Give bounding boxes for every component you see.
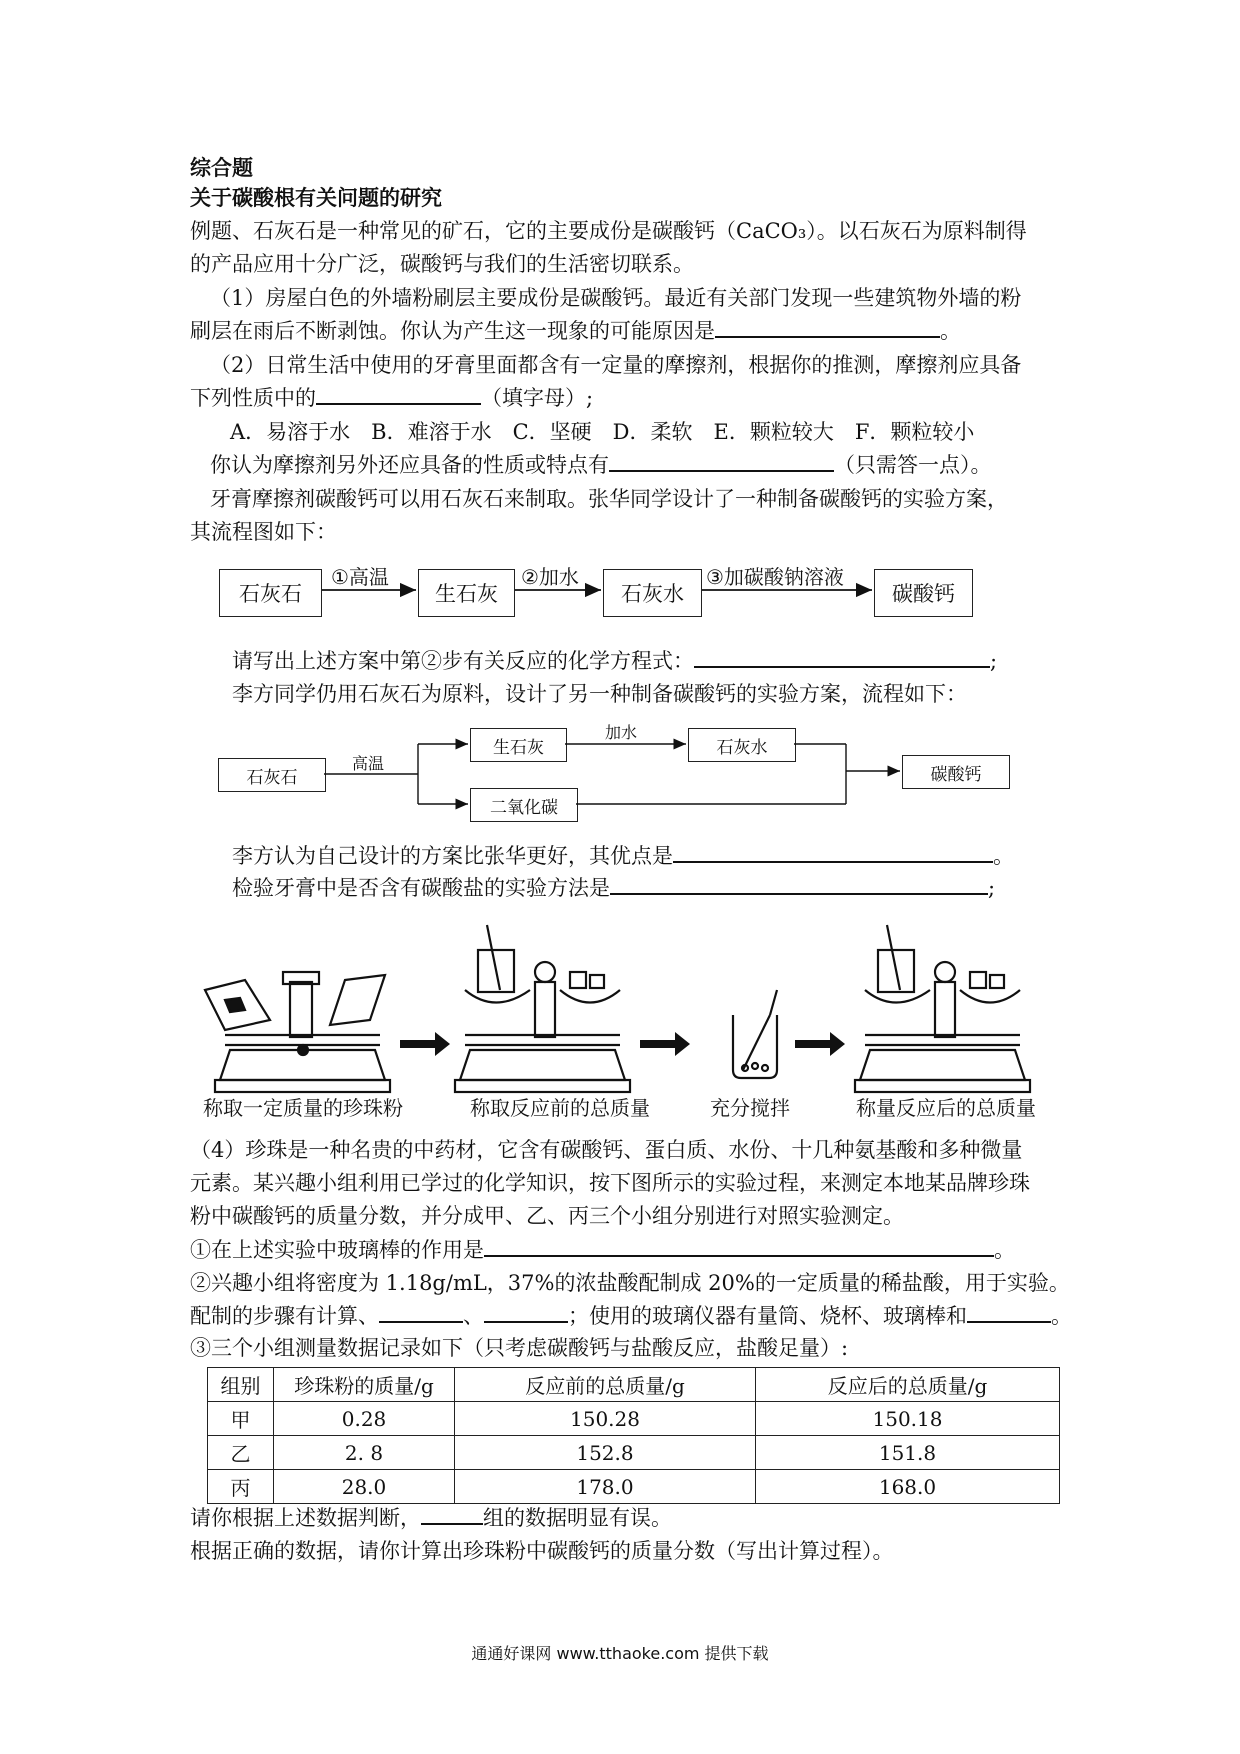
table-header: 反应后的总质量/g [756,1368,1060,1402]
answer-blank[interactable] [673,841,993,863]
answer-blank[interactable] [610,873,988,895]
table-cell: 28.0 [274,1470,455,1504]
arrow-3 [795,1032,845,1056]
table-cell: 168.0 [756,1470,1060,1504]
table-cell: 152.8 [455,1436,756,1470]
q1-line-1: （1）房屋白色的外墙粉刷层主要成份是碳酸钙。最近有关部门发现一些建筑物外墙的粉 [210,286,1022,310]
subheading: 关于碳酸根有关问题的研究 [190,186,442,210]
answer-blank[interactable] [484,1301,568,1323]
table-row [208,1436,1060,1470]
q4-s2a: ②兴趣小组将密度为 1.18g/mL，37%的浓盐酸配制成 20%的一定质量的稀盐酸，用于实验。 [190,1271,1070,1295]
table-cell: 150.28 [455,1402,756,1436]
q3-lifang: 李方同学仍用石灰石为原料，设计了另一种制备碳酸钙的实验方案，流程如下： [232,682,967,706]
balance-3 [855,925,1030,1092]
judge-text-1: 请你根据上述数据判断， [190,1506,421,1530]
table-cell: 2. 8 [274,1436,455,1470]
q2-end: （填字母）; [481,386,594,410]
flow1-step-1: ①高温 [331,565,389,589]
arrow-1 [400,1032,450,1056]
table-header: 珍珠粉的质量/g [274,1368,455,1402]
q4-s2b-text-1: 配制的步骤有计算、 [190,1304,379,1328]
balance-1 [205,972,390,1092]
flow1-arrows [0,0,1240,700]
flow1-box-calcium-carbonate: 碳酸钙 [874,569,973,617]
flow2-box-co2: 二氧化碳 [470,788,578,822]
footer: 通通好课网 www.tthaoke.com 提供下载 [471,1644,769,1663]
calc-line: 根据正确的数据，请你计算出珍珠粉中碳酸钙的质量分数（写出计算过程）。 [190,1539,894,1563]
table-cell: 乙 [208,1436,274,1470]
answer-blank[interactable] [421,1503,483,1525]
q1-text: 刷层在雨后不断剥蚀。你认为产生这一现象的可能原因是 [190,319,715,343]
flow1-step-3: ③加碳酸钠溶液 [706,565,844,589]
table-row [208,1402,1060,1436]
q3-test-end: ; [988,876,996,900]
table-cell: 178.0 [455,1470,756,1504]
q3-eq-end: ; [990,649,998,673]
table-cell: 151.8 [756,1436,1060,1470]
caption-1: 称取一定质量的珍珠粉 [203,1096,403,1120]
flow2-water-label: 加水 [605,723,638,742]
flow2-box-limewater: 石灰水 [688,728,796,762]
table-cell: 甲 [208,1402,274,1436]
data-table [207,1367,1060,1504]
prep-line-2: 其流程图如下： [190,520,337,544]
heading: 综合题 [190,156,253,180]
q3-test-text: 检验牙膏中是否含有碳酸盐的实验方法是 [232,876,610,900]
beaker-stirring [733,990,777,1078]
table-header: 组别 [208,1368,274,1402]
q3-adv-text: 李方认为自己设计的方案比张华更好，其优点是 [232,844,673,868]
judge-line [190,1503,672,1533]
intro-line-2: 的产品应用十分广泛，碳酸钙与我们的生活密切联系。 [190,252,694,276]
answer-blank[interactable] [379,1301,463,1323]
q4-s1 [190,1235,1015,1265]
answer-blank[interactable] [484,1235,994,1257]
table-cell: 丙 [208,1470,274,1504]
q1-end: 。 [940,319,961,343]
q4-line-3: 粉中碳酸钙的质量分数，并分成甲、乙、丙三个小组分别进行对照实验测定。 [190,1204,904,1228]
intro-line-1: 例题、石灰石是一种常见的矿石，它的主要成份是碳酸钙（CaCO₃）。以石灰石为原料制得 [190,219,1027,243]
q4-line-2: 元素。某兴趣小组利用已学过的化学知识，按下图所示的实验过程，来测定本地某品牌珍珠 [190,1171,1030,1195]
table-cell: 0.28 [274,1402,455,1436]
q3-equation [232,646,997,676]
balance-2 [455,925,630,1092]
arrow-2 [640,1032,690,1056]
q4-line-1: （4）珍珠是一种名贵的中药材，它含有碳酸钙、蛋白质、水份、十几种氨基酸和多种微量 [190,1138,1023,1162]
prep-line-1: 牙膏摩擦剂碳酸钙可以用石灰石来制取。张华同学设计了一种制备碳酸钙的实验方案， [210,487,1008,511]
flow2-box-calcium-carbonate: 碳酸钙 [902,755,1010,789]
flow2-heat-label: 高温 [352,754,385,773]
table-header: 反应前的总质量/g [455,1368,756,1402]
q3-advantage [232,841,1014,871]
caption-4: 称量反应后的总质量 [856,1096,1036,1120]
balance-figure [195,920,1075,1120]
q4-s2b-end: 。 [1051,1304,1072,1328]
q3-adv-end: 。 [993,844,1014,868]
q2-text: 下列性质中的 [190,386,316,410]
judge-text-2: 组的数据明显有误。 [483,1506,672,1530]
q2-line-1: （2）日常生活中使用的牙膏里面都含有一定量的摩擦剂，根据你的推测，摩擦剂应具备 [210,353,1022,377]
table-row [208,1470,1060,1504]
q2-other-end: （只需答一点）。 [834,453,992,477]
answer-blank[interactable] [694,646,990,668]
flow1-step-2: ②加水 [521,565,579,589]
q2-other-text: 你认为摩擦剂另外还应具备的性质或特点有 [210,453,609,477]
table-header-row [208,1368,1060,1402]
flow1-box-limestone: 石灰石 [219,569,322,617]
flow2-arrows [0,700,1240,840]
q4-s2b-text-3: ；使用的玻璃仪器有量筒、烧杯、玻璃棒和 [568,1304,967,1328]
flow1-box-limewater: 石灰水 [603,569,702,617]
caption-3: 充分搅拌 [710,1096,790,1120]
q3-test [232,873,995,903]
answer-blank[interactable] [967,1301,1051,1323]
flow2-box-quicklime: 生石灰 [470,728,567,762]
q3-eq-text: 请写出上述方案中第②步有关反应的化学方程式： [232,649,694,673]
q4-s1-end: 。 [994,1238,1015,1262]
caption-2: 称取反应前的总质量 [470,1096,650,1120]
flow2-box-limestone: 石灰石 [218,758,326,792]
flow1-box-quicklime: 生石灰 [418,569,515,617]
table-cell: 150.18 [756,1402,1060,1436]
q2-options: A．易溶于水 B．难溶于水 C．坚硬 D．柔软 E．颗粒较大 F．颗粒较小 [230,420,975,444]
q4-s3: ③三个小组测量数据记录如下（只考虑碳酸钙与盐酸反应，盐酸足量）: [190,1336,849,1360]
q4-s2b [190,1301,1072,1331]
q4-s2b-text-2: 、 [463,1304,484,1328]
q4-s1-text: ①在上述实验中玻璃棒的作用是 [190,1238,484,1262]
